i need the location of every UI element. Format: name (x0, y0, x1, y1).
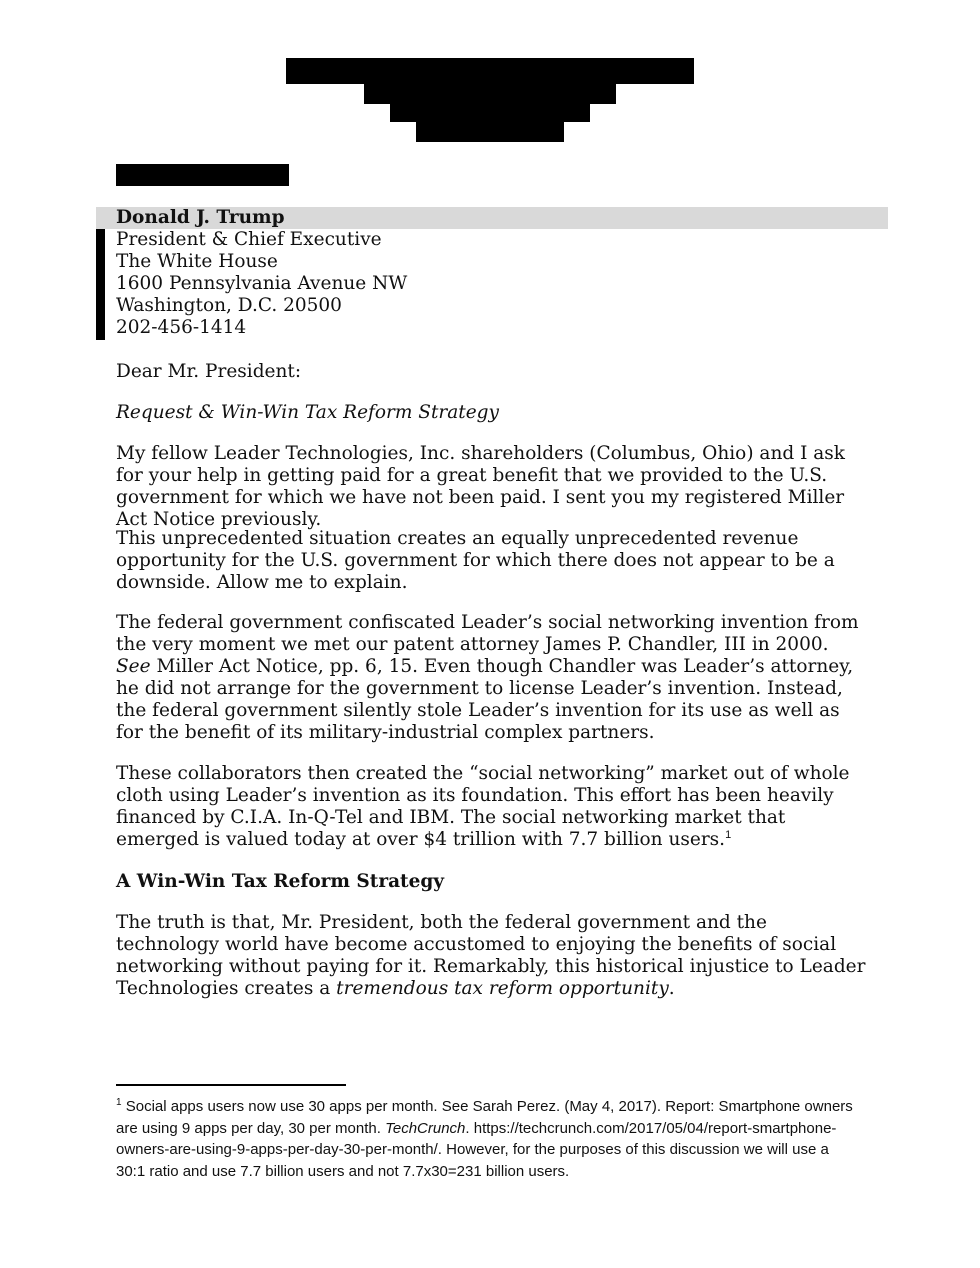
recipient-office: The White House (116, 251, 278, 272)
footnote-source: TechCrunch (385, 1119, 466, 1137)
footnote-text-a: Social apps users now use 30 apps per month. See Sarah Perez. (May 4, 2017). Report: Smartphone owners are using 9 apps per day, 30 per month. (116, 1098, 853, 1137)
footnote-reference[interactable]: 1 (725, 828, 732, 841)
redaction-letterhead-top (286, 58, 694, 84)
recipient-address-block (116, 207, 876, 339)
recipient-title: President & Chief Executive (116, 229, 382, 250)
paragraph-5 (116, 912, 866, 1000)
paragraph-3-text-a: The federal government confiscated Leader’s social networking invention from the very moment we met our patent attorney James P. Chandler, III in 2000. (116, 612, 859, 655)
paragraph-4-text: These collaborators then created the “social networking” market out of whole cloth using Leader’s invention as its foundation. This effort has been heavily financed by C.I.A. In-Q-Tel and IBM. The social networking market that emerged is valued today at over $4 trillion with 7.7 billion users. (116, 763, 850, 850)
paragraph-3-text-b: Miller Act Notice, pp. 6, 15. Even though Chandler was Leader’s attorney, he did not arrange for the government to license Leader’s invention. Instead, the federal government silently stole Leader’s invention for its use as well as for the benefit of its military-industrial complex partners. (116, 656, 854, 743)
paragraph-5-text-a: The truth is that, Mr. President, both the federal government and the technology world have become accustomed to enjoying the benefits of social networking without paying for it. Remarkably, this historical injustice to Leader Technologies creates a (116, 912, 866, 999)
redaction-letterhead-middle (364, 84, 616, 104)
subject-line: Request & Win-Win Tax Reform Strategy (116, 402, 499, 423)
footnote-separator (116, 1084, 346, 1086)
redaction-letterhead-tail (416, 122, 564, 142)
paragraph-2: This unprecedented situation creates an equally unprecedented revenue opportunity for the U.S. government for which there does not appear to be a downside. Allow me to explain. (116, 528, 835, 593)
recipient-street: 1600 Pennsylvania Avenue NW (116, 273, 408, 294)
footnote-text-b: . https://techcrunch.com/2017/05/04/report-smartphone-owners-are-using-9-apps-per-day-30-per-month/. However, for the purposes of this discussion we will use a 30:1 ratio and use 7.7 billion users and not 7.7x30=231 billion users. (116, 1119, 837, 1180)
paragraph-3 (116, 612, 866, 744)
recipient-city: Washington, D.C. 20500 (116, 295, 342, 316)
section-heading: A Win-Win Tax Reform Strategy (116, 871, 445, 892)
paragraph-4 (116, 763, 866, 851)
recipient-name: Donald J. Trump (96, 207, 888, 229)
salutation: Dear Mr. President: (116, 361, 302, 382)
footnote-number: 1 (116, 1097, 122, 1108)
recipient-phone: 202-456-1414 (116, 317, 247, 338)
paragraph-5-text-b: . (668, 978, 675, 999)
paragraph-3-see: See (116, 656, 151, 677)
redaction-date (116, 164, 289, 186)
redaction-letterhead-bottom (390, 104, 590, 122)
paragraph-5-emphasis: tremendous tax reform opportunity (336, 978, 669, 999)
paragraph-1: My fellow Leader Technologies, Inc. shareholders (Columbus, Ohio) and I ask for your help in getting paid for a great benefit that we provided to the U.S. government for which we have not been paid. I sent you my registered Miller Act Notice previously. (116, 443, 846, 530)
footnote (116, 1096, 856, 1182)
